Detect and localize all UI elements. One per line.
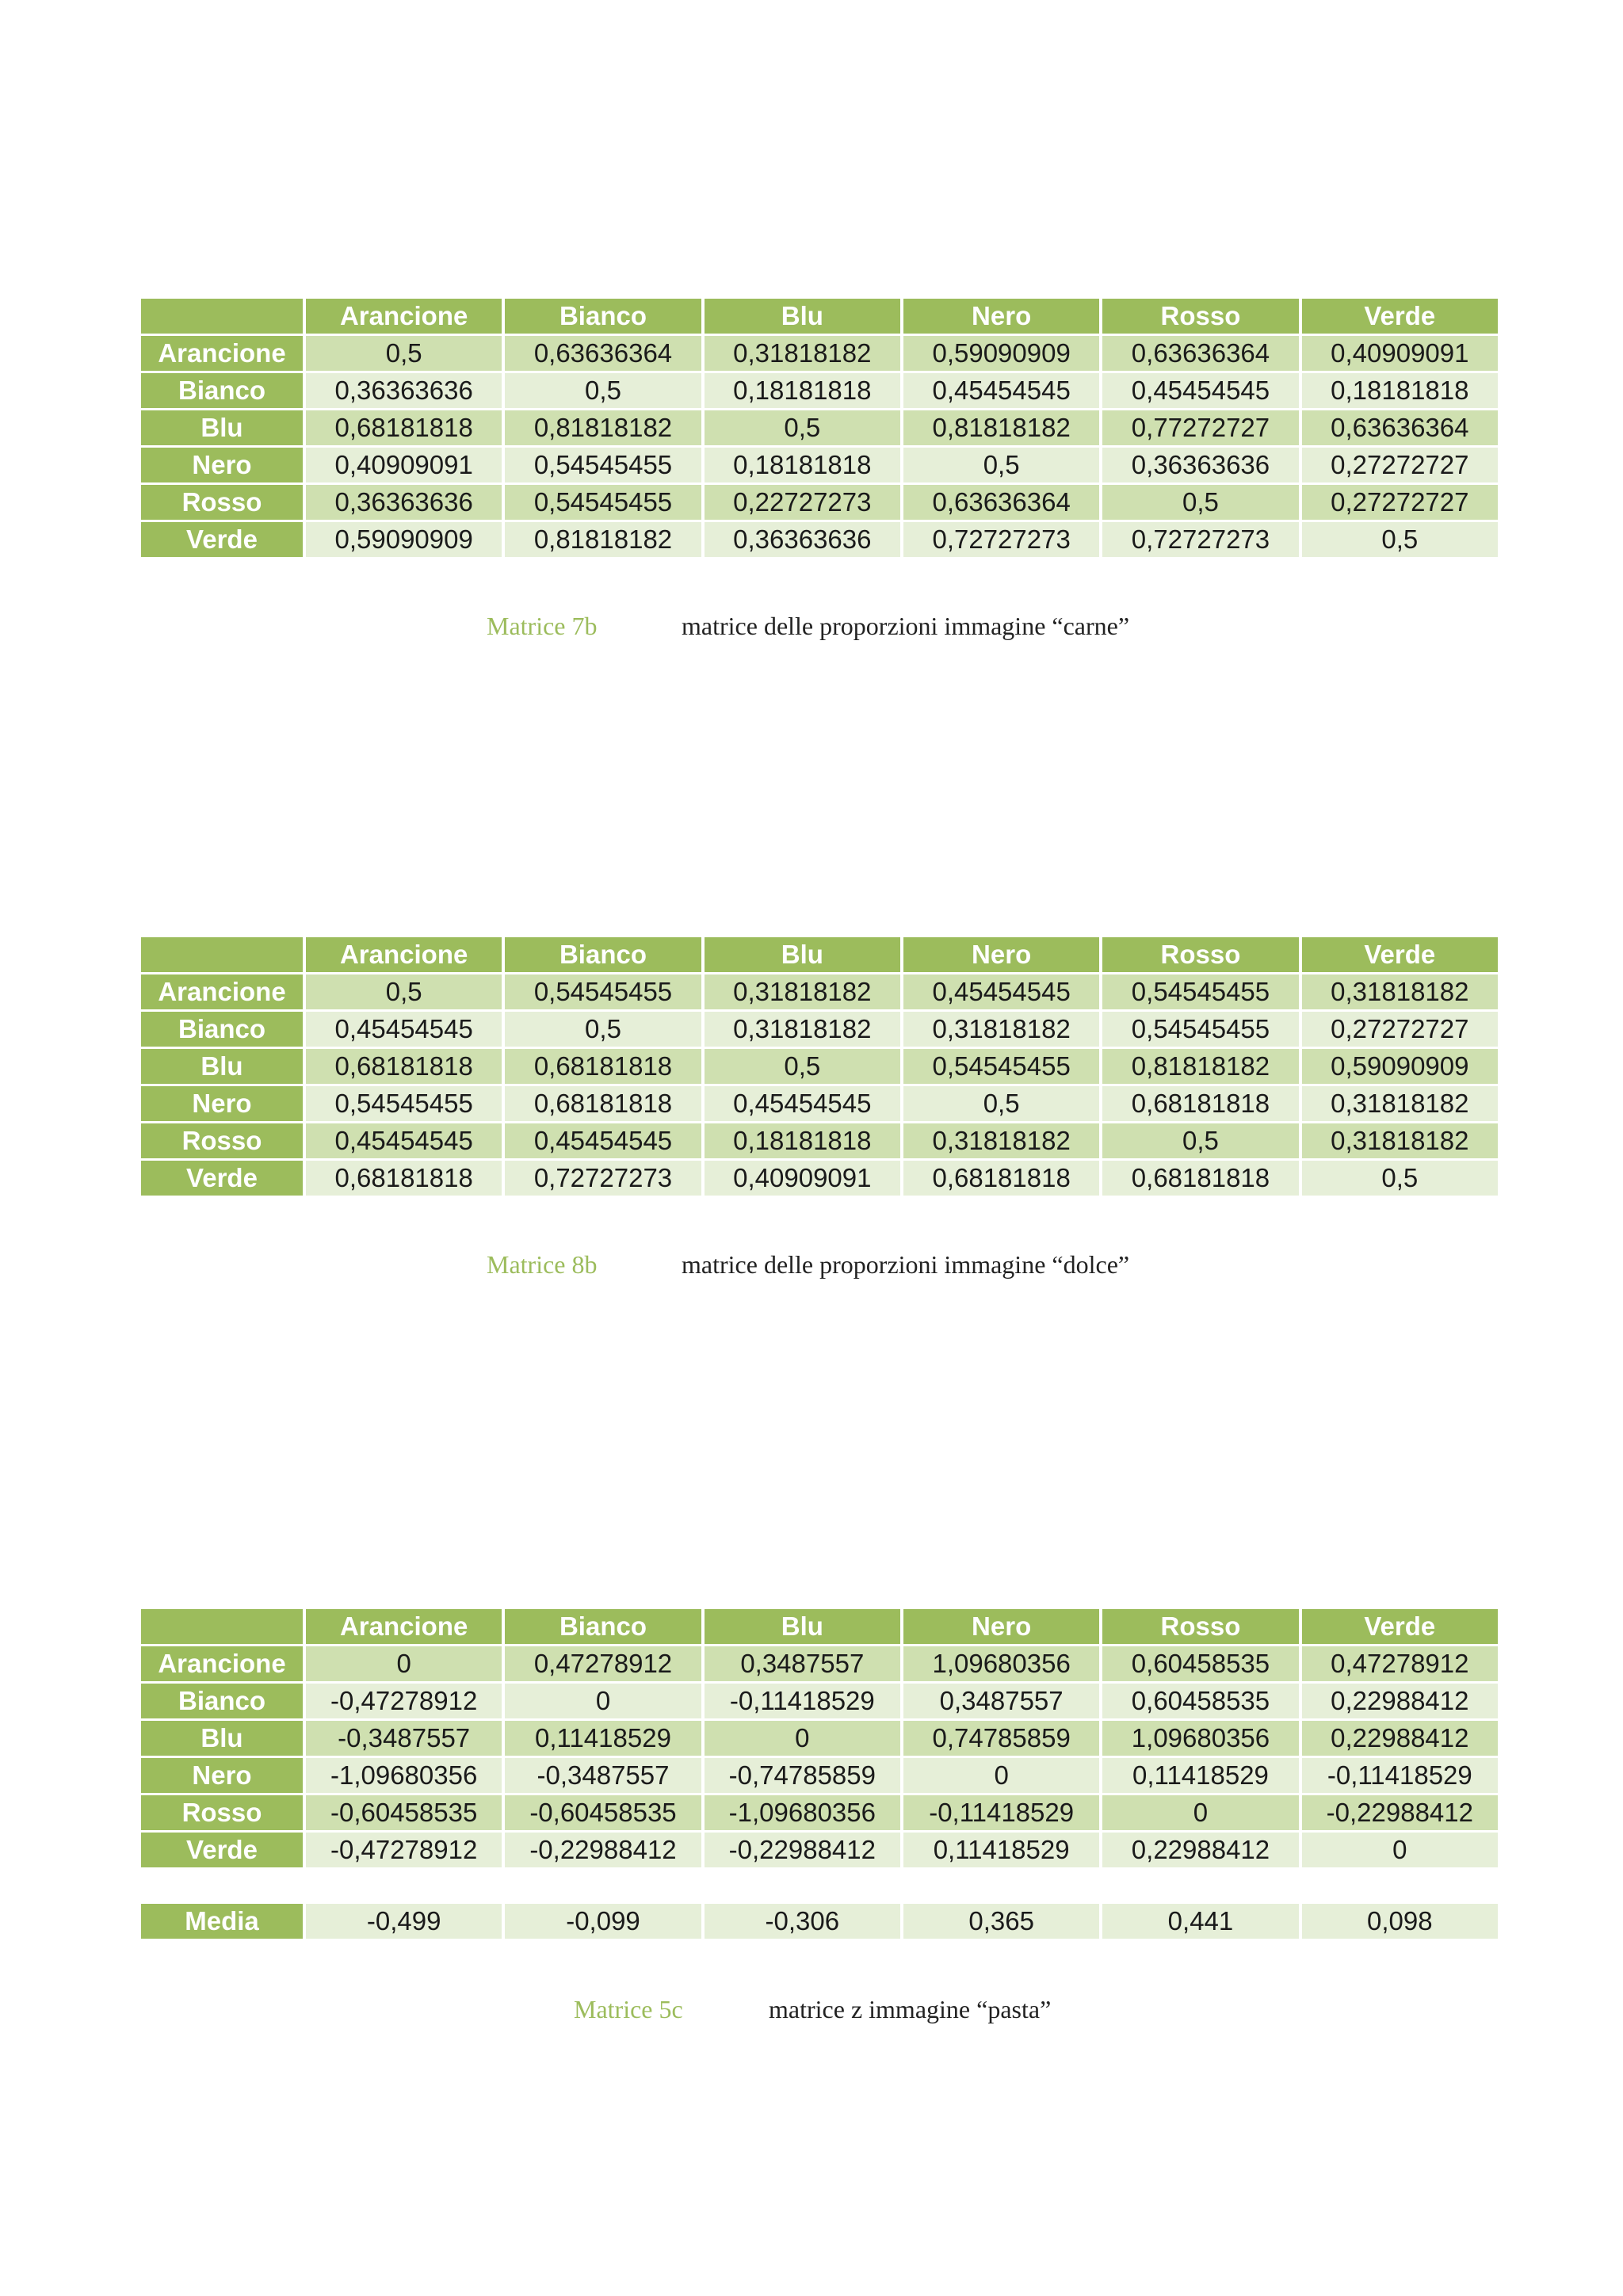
cell: 0,68181818 (306, 410, 502, 445)
row-header: Media (141, 1904, 303, 1939)
cell: 0,5 (1102, 485, 1298, 520)
table-row (141, 1086, 1498, 1121)
column-header: Rosso (1102, 937, 1298, 972)
cell: 0,5 (306, 336, 502, 371)
cell: -0,60458535 (306, 1795, 502, 1830)
cell: 0,5 (306, 974, 502, 1009)
table-row (141, 1721, 1498, 1756)
cell: 0 (1102, 1795, 1298, 1830)
cell: 0,31818182 (1302, 1086, 1498, 1121)
table-row (141, 336, 1498, 371)
cell: 0,40909091 (1302, 336, 1498, 371)
cell: 0,31818182 (1302, 1123, 1498, 1158)
cell: 0,54545455 (903, 1049, 1099, 1084)
cell: 0,68181818 (306, 1161, 502, 1196)
caption-label: Matrice 8b (487, 1250, 598, 1279)
caption-text: matrice delle proporzioni immagine “dolce” (682, 1250, 1130, 1279)
cell: 0,54545455 (1102, 974, 1298, 1009)
table-row (141, 373, 1498, 408)
row-header: Rosso (141, 485, 303, 520)
row-header: Verde (141, 1161, 303, 1196)
table-row (141, 1833, 1498, 1867)
cell: 0,81818182 (1102, 1049, 1298, 1084)
row-header: Bianco (141, 1012, 303, 1047)
column-header: Nero (903, 937, 1099, 972)
table-row (141, 974, 1498, 1009)
cell: 0,54545455 (505, 485, 701, 520)
cell: 0,63636364 (505, 336, 701, 371)
table-row (141, 448, 1498, 482)
column-header: Rosso (1102, 299, 1298, 334)
cell: 0,40909091 (705, 1161, 900, 1196)
cell: 0,81818182 (505, 522, 701, 557)
cell: 0,36363636 (705, 522, 900, 557)
cell: -0,3487557 (505, 1758, 701, 1793)
cell: 0,5 (1302, 1161, 1498, 1196)
cell: 0,18181818 (1302, 373, 1498, 408)
cell: 0,5 (505, 1012, 701, 1047)
cell: 0,72727273 (505, 1161, 701, 1196)
cell: 0,68181818 (505, 1049, 701, 1084)
cell: 0,441 (1102, 1904, 1298, 1939)
cell: 0 (505, 1684, 701, 1718)
cell: 0,45454545 (505, 1123, 701, 1158)
cell: 0 (903, 1758, 1099, 1793)
cell: 0,11418529 (505, 1721, 701, 1756)
corner-cell (141, 1609, 303, 1644)
cell: 0,45454545 (306, 1123, 502, 1158)
table-row (141, 1123, 1498, 1158)
cell: -0,74785859 (705, 1758, 900, 1793)
cell: 0,63636364 (1102, 336, 1298, 371)
cell: 0,31818182 (705, 974, 900, 1009)
cell: 0,63636364 (903, 485, 1099, 520)
column-header: Arancione (306, 299, 502, 334)
row-header: Rosso (141, 1123, 303, 1158)
row-header: Arancione (141, 336, 303, 371)
column-header: Arancione (306, 1609, 502, 1644)
cell: 0,11418529 (1102, 1758, 1298, 1793)
corner-cell (141, 299, 303, 334)
cell: 0,81818182 (505, 410, 701, 445)
cell: 0,45454545 (1102, 373, 1298, 408)
cell: 0,74785859 (903, 1721, 1099, 1756)
matrix-7b (141, 296, 1498, 559)
cell: 0,31818182 (903, 1123, 1099, 1158)
cell: -0,11418529 (1302, 1758, 1498, 1793)
cell: 0,31818182 (705, 1012, 900, 1047)
row-header: Bianco (141, 1684, 303, 1718)
cell: -1,09680356 (705, 1795, 900, 1830)
cell: -1,09680356 (306, 1758, 502, 1793)
table-row (141, 1049, 1498, 1084)
table-row (141, 1795, 1498, 1830)
cell: 0,22988412 (1102, 1833, 1298, 1867)
cell: -0,22988412 (705, 1833, 900, 1867)
cell: 0,36363636 (1102, 448, 1298, 482)
column-header: Verde (1302, 937, 1498, 972)
cell: 0,63636364 (1302, 410, 1498, 445)
cell: -0,499 (306, 1904, 502, 1939)
matrix-table (138, 296, 1501, 559)
column-header: Bianco (505, 937, 701, 972)
cell: 0,54545455 (505, 974, 701, 1009)
caption-text: matrice delle proporzioni immagine “carne” (682, 612, 1130, 640)
cell: 0,60458535 (1102, 1684, 1298, 1718)
row-header: Verde (141, 1833, 303, 1867)
cell: 0,72727273 (1102, 522, 1298, 557)
cell: 0,45454545 (705, 1086, 900, 1121)
caption-text: matrice z immagine “pasta” (769, 1995, 1052, 2023)
matrix-table (138, 935, 1501, 1198)
cell: 0,27272727 (1302, 485, 1498, 520)
table-row (141, 1684, 1498, 1718)
table-row (141, 410, 1498, 445)
cell: 0,54545455 (306, 1086, 502, 1121)
caption-label: Matrice 5c (574, 1995, 683, 2023)
column-header: Nero (903, 1609, 1099, 1644)
table-row (141, 1012, 1498, 1047)
cell: -0,099 (505, 1904, 701, 1939)
cell: 0,45454545 (903, 373, 1099, 408)
row-header: Verde (141, 522, 303, 557)
cell: 0,81818182 (903, 410, 1099, 445)
cell: 0,18181818 (705, 448, 900, 482)
table-row (141, 1646, 1498, 1681)
column-header: Bianco (505, 299, 701, 334)
cell: 1,09680356 (1102, 1721, 1298, 1756)
cell: -0,60458535 (505, 1795, 701, 1830)
cell: -0,3487557 (306, 1721, 502, 1756)
table-row (141, 485, 1498, 520)
cell: 0,54545455 (1102, 1012, 1298, 1047)
cell: 0,3487557 (903, 1684, 1099, 1718)
cell: 0,45454545 (306, 1012, 502, 1047)
cell: -0,47278912 (306, 1833, 502, 1867)
cell: 0,68181818 (306, 1049, 502, 1084)
cell: 0,11418529 (903, 1833, 1099, 1867)
column-header: Blu (705, 937, 900, 972)
cell: 0,68181818 (903, 1161, 1099, 1196)
corner-cell (141, 937, 303, 972)
cell: 0 (705, 1721, 900, 1756)
row-header: Bianco (141, 373, 303, 408)
cell: -0,11418529 (903, 1795, 1099, 1830)
cell: 0,59090909 (903, 336, 1099, 371)
cell: 0,45454545 (903, 974, 1099, 1009)
column-header: Bianco (505, 1609, 701, 1644)
cell: 0,36363636 (306, 485, 502, 520)
media-row (141, 1904, 1498, 1939)
table-row (141, 522, 1498, 557)
cell: 0,59090909 (1302, 1049, 1498, 1084)
cell: 0,47278912 (505, 1646, 701, 1681)
cell: 0,5 (903, 1086, 1099, 1121)
matrix-table (138, 1607, 1501, 1941)
cell: 0,22988412 (1302, 1684, 1498, 1718)
cell: 0,27272727 (1302, 1012, 1498, 1047)
cell: 0,22988412 (1302, 1721, 1498, 1756)
cell: -0,22988412 (505, 1833, 701, 1867)
cell: 0,098 (1302, 1904, 1498, 1939)
row-header: Arancione (141, 1646, 303, 1681)
cell: 0,18181818 (705, 373, 900, 408)
cell: 0,365 (903, 1904, 1099, 1939)
column-header: Blu (705, 299, 900, 334)
cell: 0,77272727 (1102, 410, 1298, 445)
cell: 1,09680356 (903, 1646, 1099, 1681)
cell: 0,40909091 (306, 448, 502, 482)
cell: 0,27272727 (1302, 448, 1498, 482)
row-header: Blu (141, 1049, 303, 1084)
column-header: Nero (903, 299, 1099, 334)
cell: 0,5 (505, 373, 701, 408)
column-header: Rosso (1102, 1609, 1298, 1644)
cell: 0,68181818 (1102, 1161, 1298, 1196)
cell: 0,5 (903, 448, 1099, 482)
row-header: Blu (141, 1721, 303, 1756)
column-header: Verde (1302, 299, 1498, 334)
cell: 0,22727273 (705, 485, 900, 520)
cell: -0,47278912 (306, 1684, 502, 1718)
matrix-8b (141, 935, 1498, 1198)
caption (487, 1250, 1200, 1282)
cell: 0,54545455 (505, 448, 701, 482)
row-header: Arancione (141, 974, 303, 1009)
cell: 0,68181818 (1102, 1086, 1298, 1121)
cell: 0,68181818 (505, 1086, 701, 1121)
row-header: Nero (141, 1758, 303, 1793)
cell: 0,5 (1102, 1123, 1298, 1158)
caption (487, 612, 1200, 643)
cell: 0,31818182 (705, 336, 900, 371)
cell: 0,5 (705, 1049, 900, 1084)
cell: 0,60458535 (1102, 1646, 1298, 1681)
matrix-5c (141, 1607, 1498, 1941)
column-header: Arancione (306, 937, 502, 972)
row-header: Nero (141, 448, 303, 482)
caption (574, 1995, 1208, 2027)
caption-label: Matrice 7b (487, 612, 598, 640)
cell: -0,306 (705, 1904, 900, 1939)
cell: 0,5 (1302, 522, 1498, 557)
cell: 0 (306, 1646, 502, 1681)
column-header: Verde (1302, 1609, 1498, 1644)
cell: 0,5 (705, 410, 900, 445)
cell: 0,36363636 (306, 373, 502, 408)
cell: 0,3487557 (705, 1646, 900, 1681)
cell: 0,59090909 (306, 522, 502, 557)
cell: 0,18181818 (705, 1123, 900, 1158)
row-header: Blu (141, 410, 303, 445)
table-row (141, 1758, 1498, 1793)
row-header: Nero (141, 1086, 303, 1121)
row-header: Rosso (141, 1795, 303, 1830)
cell: 0,72727273 (903, 522, 1099, 557)
table-row (141, 1161, 1498, 1196)
cell: -0,22988412 (1302, 1795, 1498, 1830)
cell: -0,11418529 (705, 1684, 900, 1718)
cell: 0,47278912 (1302, 1646, 1498, 1681)
cell: 0 (1302, 1833, 1498, 1867)
column-header: Blu (705, 1609, 900, 1644)
cell: 0,31818182 (1302, 974, 1498, 1009)
cell: 0,31818182 (903, 1012, 1099, 1047)
